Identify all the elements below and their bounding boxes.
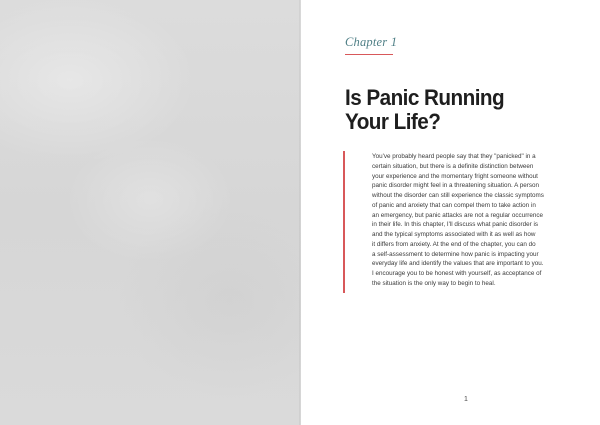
intro-line: in their life. In this chapter, I'll discuss what panic disorder is — [372, 221, 539, 229]
intro-paragraph — [372, 152, 600, 289]
right-page — [301, 0, 600, 425]
chapter-label: Chapter 1 — [345, 35, 398, 49]
intro-line: and the typical symptoms associated with it as well as how — [372, 231, 536, 238]
intro-line: of panic and anxiety that can compel them to take action in — [372, 201, 536, 209]
chapter-rule — [345, 54, 393, 55]
intro-line: a self-assessment to determine how panic is impacting your — [372, 250, 539, 258]
chapter-title-line: Your Life? — [345, 109, 441, 134]
chapter-title — [345, 86, 566, 134]
intro-line: an emergency, but panic attacks are not a regular occurrence — [372, 211, 544, 219]
chapter-title-line: Is Panic Running — [345, 85, 505, 110]
page-number: 1 — [464, 396, 468, 403]
intro-line: it differs from anxiety. At the end of the chapter, you can do — [372, 240, 536, 248]
intro-line: without the disorder can still experience the classic symptoms — [372, 192, 544, 199]
intro-line: certain situation, but there is a definite distinction between — [372, 162, 534, 170]
intro-line: I encourage you to be honest with yourself, as acceptance of — [372, 270, 542, 277]
intro-line: your experience and the momentary fright someone without — [372, 172, 538, 180]
intro-line: You've probably heard people say that they "panicked" in a — [372, 153, 536, 160]
intro-line: the situation is the only way to begin to heal. — [372, 279, 496, 287]
intro-accent-bar — [343, 151, 345, 293]
intro-line: everyday life and identify the values that are important to you. — [372, 260, 544, 268]
intro-line: panic disorder might feel in a threatening situation. A person — [372, 182, 539, 190]
